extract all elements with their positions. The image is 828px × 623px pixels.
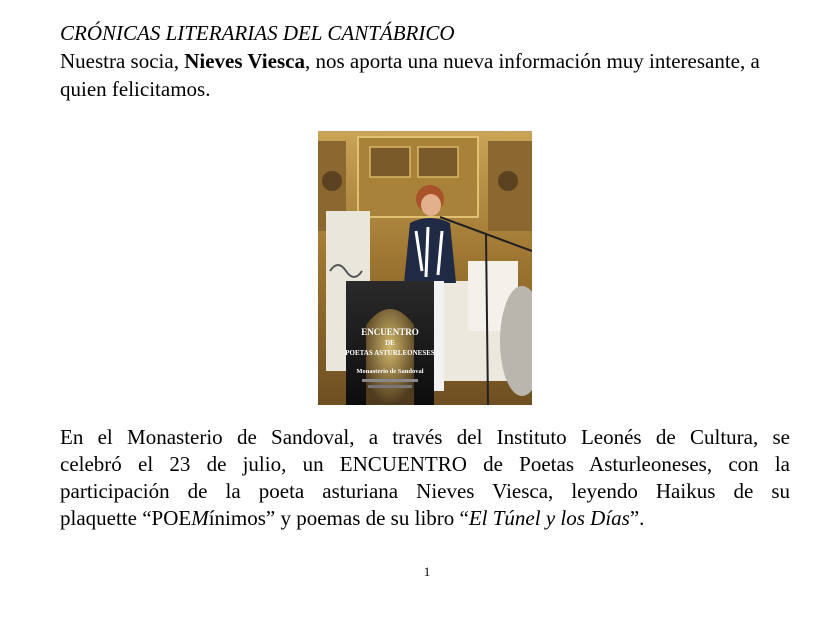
body-line-4-c: ínimos” y poemas de su libro “ bbox=[208, 506, 469, 530]
poster-title-2: DE bbox=[385, 339, 395, 347]
body-paragraph bbox=[60, 424, 790, 532]
body-line-4-b-italic: M bbox=[191, 506, 209, 530]
page-number: 1 bbox=[423, 564, 431, 579]
book-title-italic: El Túnel y los Días bbox=[468, 506, 630, 530]
intro-name-bold: Nieves Viesca bbox=[184, 49, 305, 73]
event-photo bbox=[318, 131, 532, 405]
body-line-2: celebró el 23 de julio, un ENCUENTRO de Poetas Asturleoneses, con la bbox=[60, 452, 790, 476]
intro-text-before: Nuestra socia, bbox=[60, 49, 185, 73]
body-line-4-a: plaquette “POE bbox=[60, 506, 192, 530]
intro-paragraph bbox=[60, 47, 760, 103]
body-line-1: En el Monasterio de Sandoval, a través del Instituto Leonés de Cultura, se bbox=[60, 425, 790, 449]
poster-venue: Monasterio de Sandoval bbox=[356, 368, 424, 375]
body-line-4-e: ”. bbox=[629, 506, 645, 530]
poster-title-1: ENCUENTRO bbox=[361, 327, 419, 337]
intro-text-after: , nos aporta una nueva información muy interesante, a quien felicitamos. bbox=[60, 49, 760, 101]
poster-title-3: POETAS ASTURLEONESES bbox=[345, 349, 435, 357]
document-heading: CRÓNICAS LITERARIAS DEL CANTÁBRICO bbox=[60, 21, 455, 45]
event-photo-illustration bbox=[318, 131, 532, 405]
body-line-3: participación de la poeta asturiana Nieves Viesca, leyendo Haikus de su bbox=[60, 479, 790, 503]
body-line-4 bbox=[60, 505, 790, 532]
